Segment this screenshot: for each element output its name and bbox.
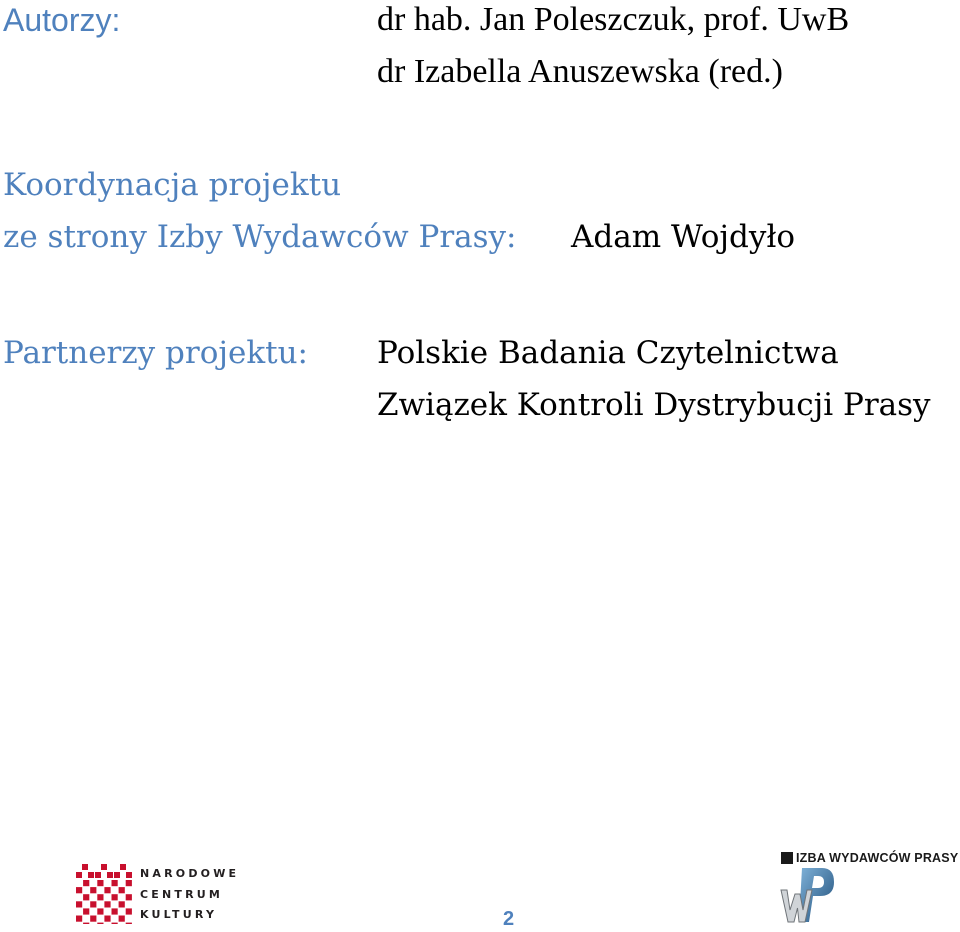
nck-line: KULTURY xyxy=(140,908,218,921)
partner-name: Polskie Badania Czytelnictwa xyxy=(377,335,839,371)
nck-grid-cell xyxy=(83,894,89,900)
nck-grid-cell xyxy=(104,916,110,922)
page-number: 2 xyxy=(503,908,515,930)
nck-grid-cell xyxy=(90,901,96,907)
nck-grid-cell xyxy=(76,901,82,907)
nck-grid-cell xyxy=(104,887,110,893)
nck-grid-cell xyxy=(112,894,118,900)
nck-grid-cell xyxy=(119,901,125,907)
iwp-wp-letters-icon xyxy=(780,866,840,924)
coordinator-name: Adam Wojdyło xyxy=(571,219,796,255)
author-name: dr Izabella Anuszewska (red.) xyxy=(377,53,783,90)
coordination-label-line2: ze strony Izby Wydawców Prasy: xyxy=(3,219,517,255)
iwp-logo xyxy=(780,850,958,924)
iwp-square-icon xyxy=(780,851,796,867)
nck-logo-text xyxy=(140,864,239,926)
nck-grid-cell xyxy=(90,916,96,922)
partners-label: Partnerzy projektu: xyxy=(3,335,308,371)
nck-grid-cell xyxy=(83,880,89,886)
nck-grid-cell xyxy=(83,923,89,924)
nck-grid-cell xyxy=(90,887,96,893)
authors-label: Autorzy: xyxy=(3,2,121,38)
nck-grid-cell xyxy=(97,880,103,886)
nck-grid-cell xyxy=(104,901,110,907)
author-name: dr hab. Jan Poleszczuk, prof. UwB xyxy=(377,1,850,38)
partner-name: Związek Kontroli Dystrybucji Prasy xyxy=(377,387,931,423)
nck-grid-cell xyxy=(112,880,118,886)
nck-grid-cell xyxy=(112,923,118,924)
nck-grid-cell xyxy=(126,923,132,924)
nck-grid-cell xyxy=(97,908,103,914)
nck-grid-cell xyxy=(119,916,125,922)
nck-grid-cell xyxy=(76,916,82,922)
iwp-logo-text: IZBA WYDAWCÓW PRASY xyxy=(796,851,959,865)
nck-grid-cell xyxy=(126,880,132,886)
nck-logo xyxy=(76,862,240,924)
nck-grid-cell xyxy=(97,894,103,900)
coordination-label-line1: Koordynacja projektu xyxy=(3,167,342,203)
nck-grid-cell xyxy=(119,887,125,893)
nck-grid-cell xyxy=(126,894,132,900)
nck-line: NARODOWE xyxy=(140,867,240,880)
nck-grid-cell xyxy=(83,908,89,914)
nck-grid-cell xyxy=(126,908,132,914)
nck-line: CENTRUM xyxy=(140,887,224,901)
nck-grid-cell xyxy=(112,908,118,914)
nck-crown-grid-icon xyxy=(76,862,132,924)
nck-grid-cell xyxy=(97,923,103,924)
nck-grid-cell xyxy=(76,887,82,893)
